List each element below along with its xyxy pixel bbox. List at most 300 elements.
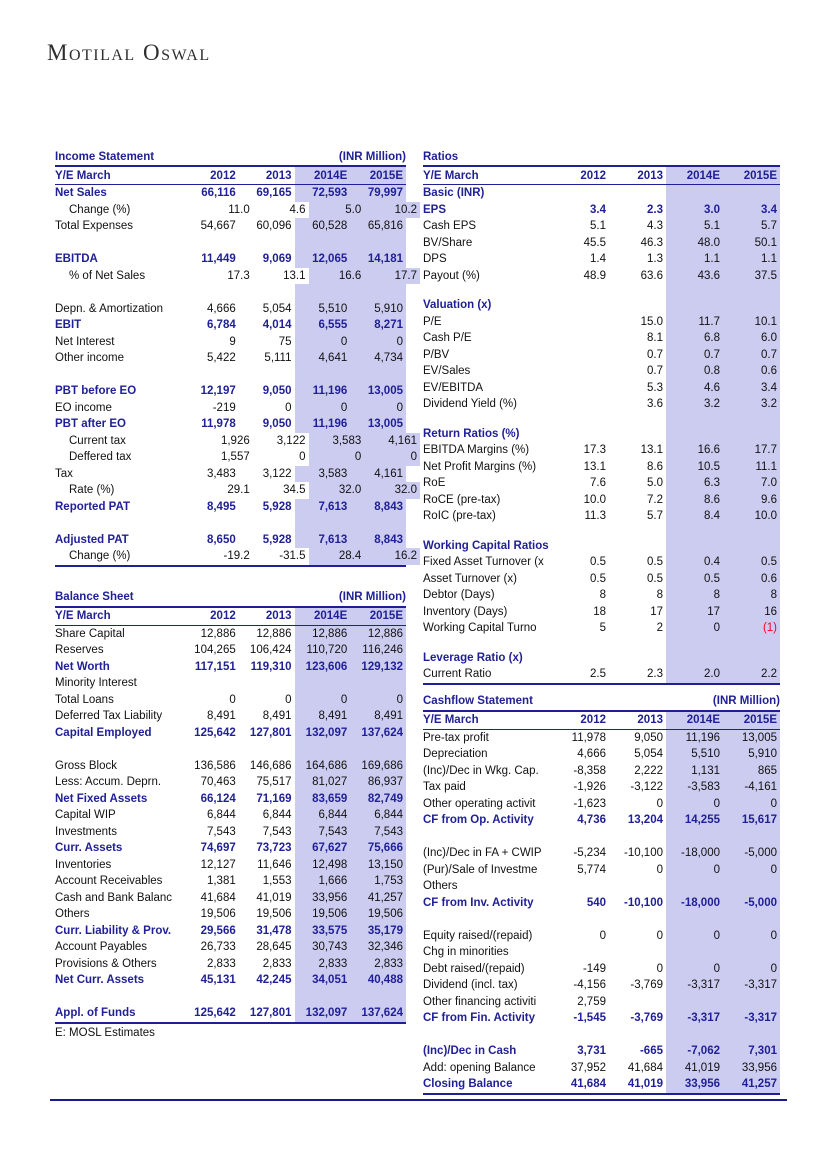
cell-value: 1.4 [590, 253, 606, 266]
cell-value: 13,150 [350, 857, 406, 874]
cell-value [666, 525, 723, 538]
table-row [423, 845, 780, 862]
cell-value [666, 829, 723, 846]
table-row [423, 297, 780, 314]
cell-value: 125,642 [194, 1007, 236, 1020]
table-row [423, 426, 780, 443]
cell-value [239, 515, 295, 532]
table-row [423, 202, 780, 219]
cell-value [666, 284, 723, 297]
cell-value: 7.0 [723, 475, 780, 492]
table-row [55, 758, 406, 775]
cell-value [666, 637, 723, 650]
table-row [423, 330, 780, 347]
cell-value [609, 185, 666, 202]
row-label: Provisions & Others [55, 957, 157, 970]
cell-value [723, 297, 780, 314]
cell-value [609, 911, 666, 928]
cell-value [183, 284, 239, 301]
table-row [55, 268, 417, 285]
cell-value [666, 413, 723, 426]
cell-value: 9,050 [262, 418, 292, 431]
header-cell: 2014E [666, 712, 723, 729]
row-label [55, 989, 183, 1006]
cell-value: 3.4 [723, 380, 780, 397]
cell-value: 137,624 [350, 725, 406, 742]
cell-value [666, 994, 723, 1011]
row-label: EBIT [55, 319, 82, 332]
cell-value: 34.5 [283, 484, 306, 497]
cell-value [666, 650, 723, 667]
cell-value: -1,623 [573, 797, 606, 810]
cell-value [552, 314, 609, 331]
table-row [423, 928, 780, 945]
cell-value: 0 [295, 334, 351, 351]
cell-value: 12,886 [200, 627, 236, 640]
cell-value: 14,181 [350, 251, 406, 268]
cell-value: 13,204 [627, 814, 663, 827]
table-row [55, 972, 406, 989]
row-label: Deferred Tax Liability [55, 710, 163, 723]
row-label: Curr. Liability & Prov. [55, 924, 172, 937]
row-label: Total Loans [55, 693, 114, 706]
row-label: Total Expenses [55, 220, 133, 233]
cell-value: 106,424 [249, 644, 292, 657]
header-cell: 2013 [265, 610, 292, 622]
cell-value: 0.5 [590, 556, 606, 569]
cell-value: 5,774 [577, 863, 606, 876]
cell-value: 8 [656, 589, 663, 602]
row-label: CF from Fin. Activity [423, 1012, 536, 1025]
cell-value: 0 [299, 451, 306, 464]
cell-value [183, 989, 239, 1006]
table-row [55, 956, 406, 973]
cell-value: 9 [229, 335, 236, 348]
cell-value: 4.3 [647, 220, 663, 233]
cell-value: 9,069 [262, 253, 292, 266]
cell-value [609, 284, 666, 297]
cell-value: 0 [656, 863, 663, 876]
row-label: Depreciation [423, 748, 488, 761]
row-label: Net Worth [55, 660, 110, 673]
table-row [423, 587, 780, 604]
row-label: Inventories [55, 858, 112, 871]
table-row [55, 466, 406, 483]
cell-value: 17.7 [723, 442, 780, 459]
cell-value: 5,928 [262, 533, 292, 546]
row-label: Investments [55, 825, 117, 838]
cell-value: 5 [599, 622, 606, 635]
cell-value: 16.6 [666, 442, 723, 459]
cell-value [183, 675, 239, 692]
table-row [55, 708, 406, 725]
cell-value: 2,759 [577, 995, 606, 1008]
cell-value: 3.2 [723, 396, 780, 413]
row-label [423, 525, 552, 538]
row-label: Valuation (x) [423, 299, 492, 312]
row-label: Other operating activit [423, 797, 536, 810]
table-row [423, 911, 780, 928]
cell-value: 5,928 [262, 500, 292, 513]
row-label: (Inc)/Dec in Wkg. Cap. [423, 764, 539, 777]
cell-value: (1) [723, 620, 780, 637]
balance-sheet-table [55, 589, 406, 1024]
cell-value: 4,014 [262, 319, 292, 332]
cell-value [183, 741, 239, 758]
row-label: Minority Interest [55, 677, 137, 690]
table-row [423, 396, 780, 413]
cell-value: 0 [666, 961, 723, 978]
cell-value: 41,684 [627, 1061, 663, 1074]
cell-value [552, 944, 609, 961]
cell-value: 42,245 [256, 974, 292, 987]
cell-value: 11,196 [295, 416, 351, 433]
cell-value: 12,197 [200, 385, 236, 398]
row-label: Other financing activiti [423, 995, 537, 1008]
table-title: Cashflow Statement [423, 695, 533, 707]
table-row [423, 961, 780, 978]
cell-value: -3,769 [630, 979, 663, 992]
row-label [423, 829, 552, 846]
cell-value: 7.6 [590, 477, 606, 490]
table-row [55, 548, 417, 565]
cell-value: 132,097 [295, 725, 351, 742]
cell-value: 10.0 [723, 508, 780, 525]
row-label: EPS [423, 203, 447, 216]
cell-value: 4,161 [350, 466, 406, 483]
cell-value [552, 330, 609, 347]
table-row [55, 433, 417, 450]
row-label: Change (%) [69, 203, 131, 216]
cell-value: 16.2 [364, 548, 420, 565]
cell-value [609, 637, 666, 650]
cell-value [609, 1027, 666, 1044]
row-label: Other income [55, 352, 125, 365]
row-label: Deffered tax [69, 451, 132, 464]
table-row [423, 977, 780, 994]
cell-value [609, 650, 666, 667]
cell-value [239, 989, 295, 1006]
cell-value [552, 396, 609, 413]
cell-value: 2,833 [206, 957, 236, 970]
row-label: Reserves [55, 644, 104, 657]
cell-value: 146,686 [249, 759, 292, 772]
table-row [55, 185, 406, 202]
cell-value: 0 [364, 449, 420, 466]
table-row [55, 499, 406, 516]
cell-value: 29,566 [200, 924, 236, 937]
row-label: Cash EPS [423, 220, 477, 233]
header-cell: Y/E March [423, 169, 479, 182]
cell-value: 3,583 [295, 466, 351, 483]
cell-value [295, 989, 351, 1006]
table-row [423, 666, 780, 683]
cell-value: 79,997 [350, 185, 406, 202]
cell-value: 45,131 [200, 974, 236, 987]
row-label: % of Net Sales [69, 269, 146, 282]
cell-value [552, 347, 609, 364]
row-label: (Pur)/Sale of Investme [423, 863, 538, 876]
cell-value [723, 538, 780, 555]
cell-value: 9.6 [723, 492, 780, 509]
table-row [423, 218, 780, 235]
cell-value [666, 878, 723, 895]
cell-value: 83,659 [295, 791, 351, 808]
row-label: Cash P/E [423, 332, 472, 345]
cell-value: 110,720 [295, 642, 351, 659]
table-row [423, 459, 780, 476]
cell-value: 125,642 [194, 726, 236, 739]
cell-value [609, 525, 666, 538]
cell-value [666, 426, 723, 443]
cell-value [239, 675, 295, 692]
cell-value: 8.1 [647, 332, 663, 345]
header-cell: 2015E [350, 167, 406, 184]
row-label [55, 515, 183, 532]
cell-value [350, 235, 406, 252]
table-row [55, 791, 406, 808]
table-row [55, 367, 406, 384]
cell-value: 3.4 [723, 202, 780, 219]
cell-value: 1,381 [206, 875, 236, 888]
cell-value: 1.1 [666, 251, 723, 268]
cell-value: 41,019 [666, 1060, 723, 1077]
table-row [55, 840, 406, 857]
cell-value: 0 [350, 334, 406, 351]
cell-value: 13.1 [640, 444, 663, 457]
row-label: EV/Sales [423, 365, 471, 378]
cell-value: 33,956 [666, 1076, 723, 1093]
row-label: EBITDA Margins (%) [423, 444, 530, 457]
table-row [423, 895, 780, 912]
cell-value: -31.5 [279, 550, 306, 563]
cell-value [552, 829, 609, 846]
cell-value [723, 944, 780, 961]
row-label: Gross Block [55, 759, 117, 772]
header-cell: 2014E [295, 167, 351, 184]
cell-value: 13.1 [283, 269, 306, 282]
cell-value: 0 [723, 961, 780, 978]
cell-value: 8,491 [295, 708, 351, 725]
cell-value: 2.2 [723, 666, 780, 683]
row-label: Asset Turnover (x) [423, 572, 517, 585]
cell-value: 41,019 [627, 1078, 663, 1091]
table-row [423, 185, 780, 202]
table-row [423, 508, 780, 525]
estimates-footnote: E: MOSL Estimates [55, 1026, 155, 1039]
cell-value: 169,686 [350, 758, 406, 775]
cell-value: 1,131 [666, 763, 723, 780]
left-column [55, 148, 417, 1039]
cell-value: 129,132 [350, 659, 406, 676]
cell-value: 0 [666, 862, 723, 879]
row-label: P/BV [423, 348, 450, 361]
cell-value: 3,483 [206, 467, 236, 480]
table-row [423, 1076, 780, 1093]
cell-value: 1,553 [262, 875, 292, 888]
cell-value: 117,151 [194, 660, 236, 673]
row-label: Basic (INR) [423, 187, 485, 200]
cell-value [552, 637, 609, 650]
cell-value [295, 515, 351, 532]
header-cell: 2012 [210, 610, 236, 622]
cell-value: 37.5 [723, 268, 780, 285]
cell-value: 15.0 [640, 315, 663, 328]
cell-value: 0.5 [723, 554, 780, 571]
cell-value: 7,543 [262, 825, 292, 838]
row-label: P/E [423, 315, 442, 328]
cell-value: 0 [666, 796, 723, 813]
row-label: Working Capital Turno [423, 622, 537, 635]
cell-value: 11.0 [228, 203, 250, 216]
row-label: Cash and Bank Balanc [55, 891, 172, 904]
cell-value: 70,463 [200, 776, 236, 789]
table-row [55, 532, 406, 549]
cell-value [609, 829, 666, 846]
cell-value: 41,257 [723, 1076, 780, 1093]
row-label: Debtor (Days) [423, 589, 495, 602]
cell-value: 8,491 [206, 710, 236, 723]
cell-value: 5,111 [264, 352, 292, 365]
header-cell: 2012 [580, 169, 606, 182]
row-label [55, 367, 183, 384]
cell-value: 66,116 [201, 187, 236, 200]
cell-value: -665 [639, 1045, 663, 1058]
row-label: Current Ratio [423, 668, 492, 681]
table-row [423, 604, 780, 621]
table-row [55, 1005, 406, 1022]
cell-value: 11,196 [295, 383, 351, 400]
cell-value: 11.7 [666, 314, 723, 331]
cell-value: 5.7 [647, 510, 663, 523]
table-unit: (INR Million) [338, 150, 406, 163]
cell-value [609, 994, 666, 1011]
cell-value: -3,317 [666, 1010, 723, 1027]
header-cell: 2013 [265, 169, 292, 182]
row-label [423, 637, 552, 650]
cell-value: 33,575 [295, 923, 351, 940]
row-label: Net Profit Margins (%) [423, 460, 537, 473]
cell-value: -3,317 [723, 1010, 780, 1027]
table-row [423, 637, 780, 650]
row-label: RoE [423, 477, 446, 490]
row-label: (Inc)/Dec in Cash [423, 1045, 517, 1058]
cell-value: -219 [212, 401, 236, 414]
table-row [55, 642, 406, 659]
cell-value: 5.3 [647, 381, 663, 394]
cell-value [239, 235, 295, 252]
cell-value [350, 989, 406, 1006]
cell-value: 69,165 [256, 187, 292, 200]
cell-value [723, 1027, 780, 1044]
cell-value: 17.3 [227, 269, 250, 282]
cell-value: 6.8 [666, 330, 723, 347]
cell-value [552, 538, 609, 555]
table-row [55, 449, 417, 466]
cell-value: 5.1 [590, 220, 606, 233]
row-label: Tax [55, 467, 73, 480]
table-row [423, 363, 780, 380]
cell-value: 8.4 [666, 508, 723, 525]
cell-value [723, 185, 780, 202]
table-row [55, 807, 406, 824]
row-label [423, 1027, 552, 1044]
cell-value: 3,731 [577, 1045, 606, 1058]
table-title: Balance Sheet [55, 591, 134, 603]
table-row [55, 939, 406, 956]
table-row [55, 725, 406, 742]
row-label: (Inc)/Dec in FA + CWIP [423, 847, 542, 860]
table-row [423, 730, 780, 747]
cell-value: 865 [723, 763, 780, 780]
cell-value [350, 515, 406, 532]
table-row [55, 317, 406, 334]
cell-value: 119,310 [250, 660, 292, 673]
table-row [423, 862, 780, 879]
cell-value: 8,843 [350, 499, 406, 516]
cell-value: 8.6 [666, 492, 723, 509]
cell-value: 12,886 [256, 627, 292, 640]
cell-value: 0 [350, 692, 406, 709]
cell-value: 116,246 [350, 642, 406, 659]
row-label: Pre-tax profit [423, 731, 489, 744]
cell-value: 19,506 [295, 906, 351, 923]
table-row [55, 515, 406, 532]
cell-value: 12,498 [295, 857, 351, 874]
cell-value: 75 [278, 335, 292, 348]
table-row [55, 774, 406, 791]
cell-value: 32,346 [350, 939, 406, 956]
table-row [423, 829, 780, 846]
row-label: Reported PAT [55, 500, 130, 513]
table-row [423, 284, 780, 297]
table-row [423, 1043, 780, 1060]
cell-value: 132,097 [295, 1005, 351, 1022]
table-row [423, 251, 780, 268]
cell-value: 0 [723, 862, 780, 879]
cell-value: -5,000 [723, 845, 780, 862]
cell-value: 8,495 [206, 500, 236, 513]
cell-value: 5,054 [634, 748, 663, 761]
cell-value: 9,050 [634, 731, 663, 744]
table-row [423, 347, 780, 364]
table-row [55, 334, 406, 351]
cell-value: 6,844 [295, 807, 351, 824]
cell-value: 16 [723, 604, 780, 621]
table-row [55, 741, 406, 758]
cell-value: -149 [582, 962, 606, 975]
table-row [423, 413, 780, 426]
cell-value [552, 380, 609, 397]
cell-value: 32.0 [364, 482, 420, 499]
cell-value: 8 [599, 589, 606, 602]
cell-value [552, 363, 609, 380]
cell-value: 3.6 [647, 398, 663, 411]
table-row [423, 538, 780, 555]
cell-value: 8 [723, 587, 780, 604]
cell-value: 7,543 [295, 824, 351, 841]
cell-value: 8,650 [206, 533, 236, 546]
table-row [423, 1060, 780, 1077]
row-label: EV/EBITDA [423, 381, 484, 394]
table-row [55, 383, 406, 400]
cell-value: 7.2 [647, 493, 663, 506]
cell-value: 6.3 [666, 475, 723, 492]
cell-value: 104,265 [194, 644, 236, 657]
cell-value: 0.7 [647, 365, 663, 378]
cell-value: 41,257 [350, 890, 406, 907]
cell-value: 75,666 [350, 840, 406, 857]
